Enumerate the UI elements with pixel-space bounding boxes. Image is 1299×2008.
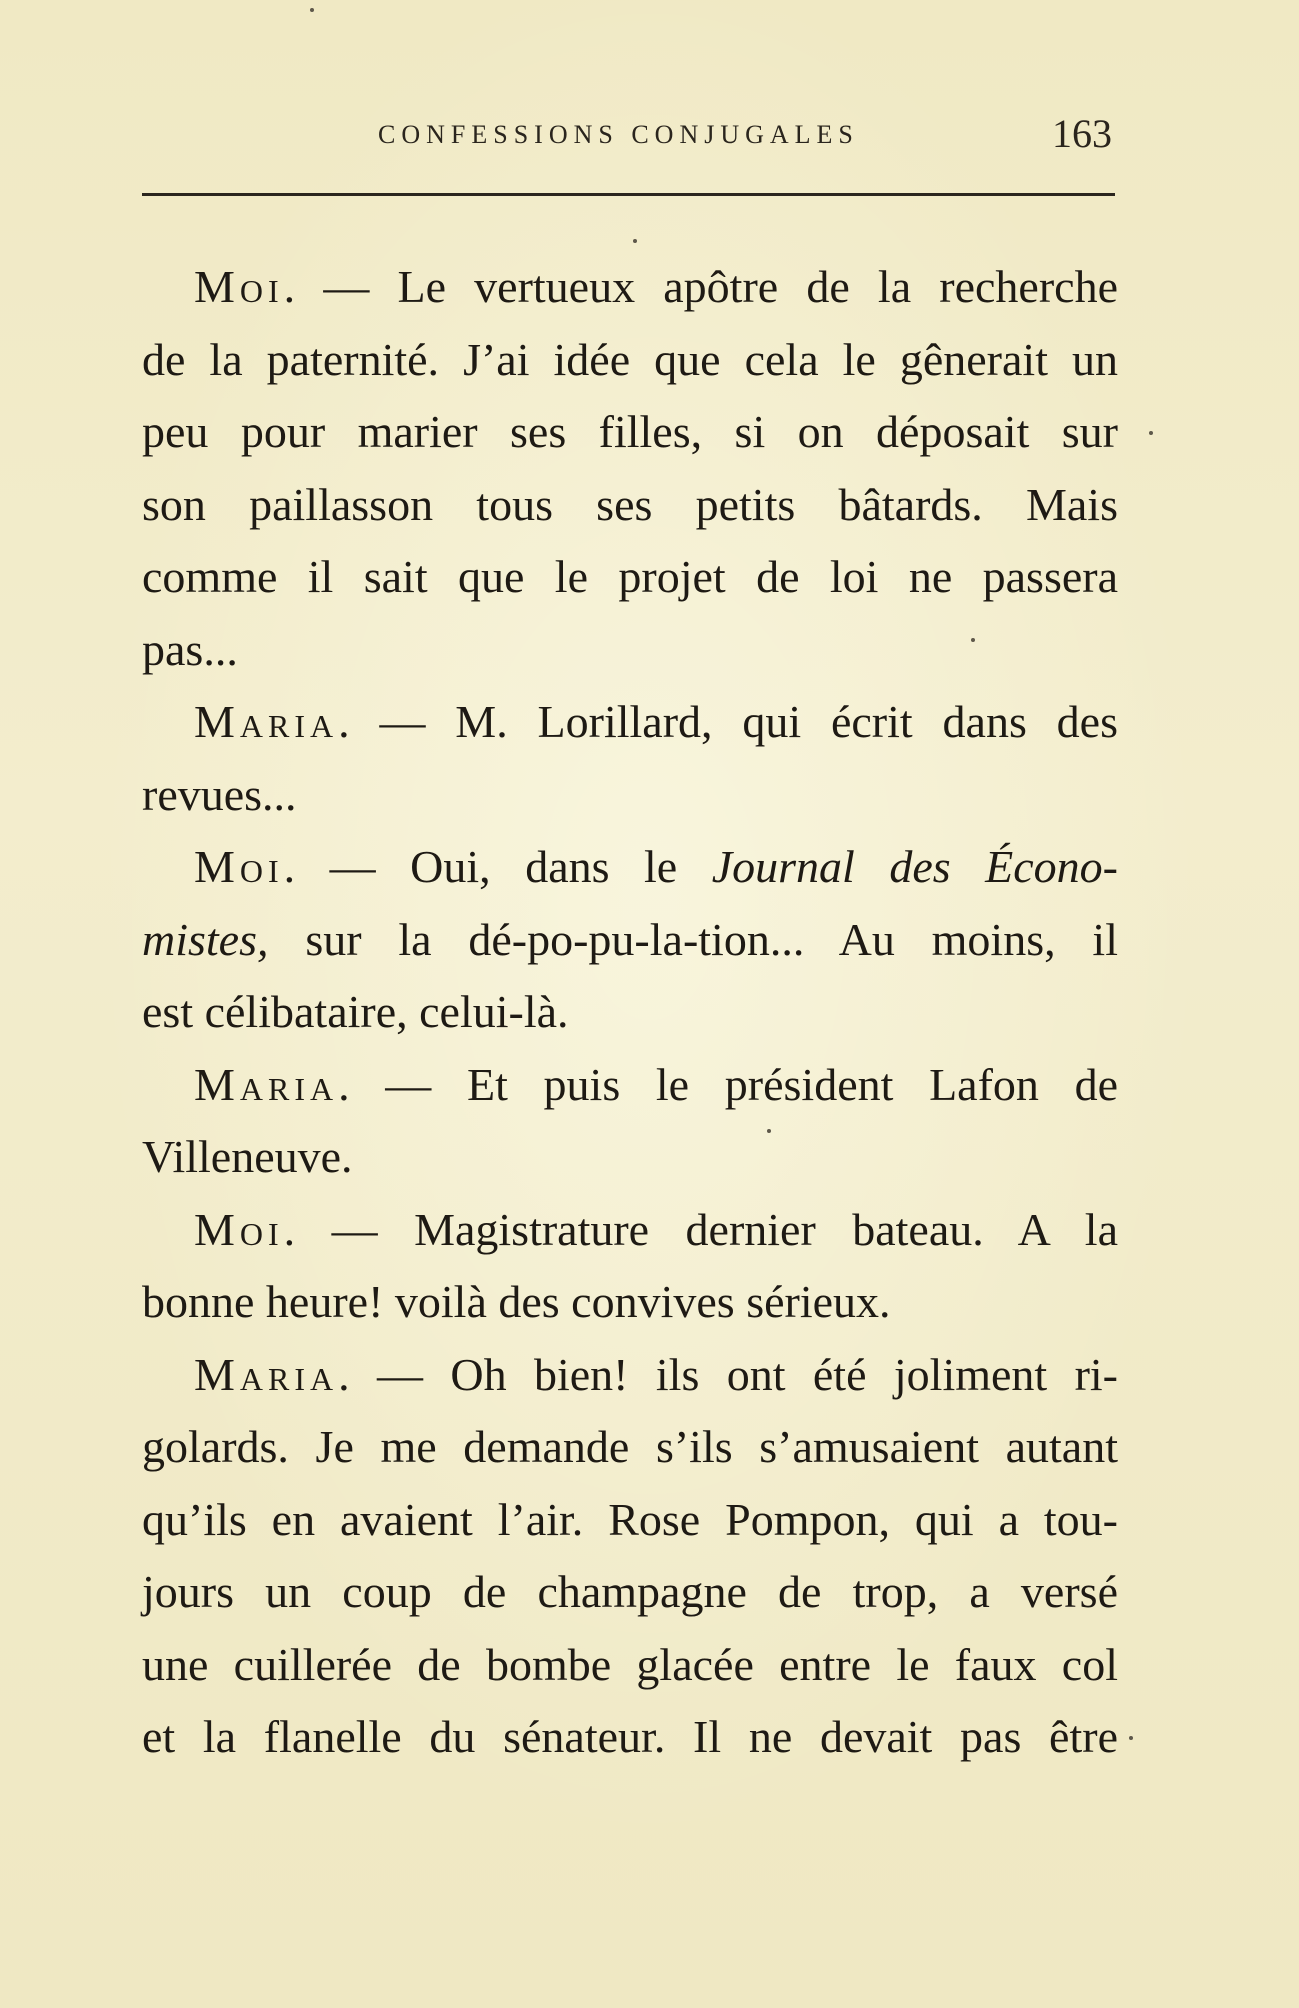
speaker-name: Maria: [194, 696, 339, 747]
text-line: Villeneuve.: [142, 1131, 353, 1182]
text-line: qu’ils en avaient l’air. Rose Pompon, qui a tou-: [142, 1493, 1118, 1545]
text-line: [142, 1339, 1118, 1412]
text-line: comme il sait que le projet de loi ne passera: [142, 551, 1118, 602]
paper-speck: [767, 1129, 771, 1133]
speaker-name: Moi: [194, 841, 284, 892]
text-line: jours un coup de champagne de trop, a versé: [142, 1566, 1118, 1617]
text-line: est célibataire, celui-là.: [142, 986, 569, 1037]
text-line: [142, 1049, 1118, 1122]
line-text: . — Oui, dans le: [283, 841, 712, 892]
text-line: revues...: [142, 768, 297, 820]
text-line: et la flanelle du sénateur. Il ne devait pas être: [142, 1711, 1118, 1762]
text-line: golards. Je me demande s’ils s’amusaient autant: [142, 1421, 1118, 1472]
speaker-name: Moi: [194, 1203, 284, 1255]
line-text: . — Oh bien! ils ont été joliment ri-: [338, 1348, 1118, 1400]
paper-speck: [310, 8, 314, 12]
text-line: [142, 904, 1118, 977]
paper-speck: [633, 239, 637, 243]
paper-speck: [1149, 431, 1153, 435]
text-line: bonne heure! voilà des convives sérieux.: [142, 1276, 891, 1327]
text-line: de la paternité. J’ai idée que cela le gênerait un: [142, 333, 1118, 385]
text-line: [142, 831, 1118, 904]
line-text: . — Le vertueux apôtre de la recherche: [283, 261, 1118, 312]
body-text: [142, 251, 1118, 1774]
text-line: [142, 686, 1118, 759]
running-head: CONFESSIONS CONJUGALES: [378, 120, 859, 149]
text-line: [142, 1194, 1118, 1267]
speaker-name: Maria: [194, 1058, 339, 1110]
line-text: . — Magistrature dernier bateau. A la: [283, 1203, 1118, 1255]
text-line: peu pour marier ses filles, si on déposait sur: [142, 406, 1118, 457]
text-line: son paillasson tous ses petits bâtards. Mais: [142, 478, 1118, 530]
paper-speck: [1129, 1736, 1133, 1740]
text-line: une cuillerée de bombe glacée entre le faux col: [142, 1638, 1118, 1690]
page-number: 163: [1052, 111, 1112, 156]
speaker-name: Moi: [194, 261, 284, 312]
text-line: pas...: [142, 623, 238, 675]
journal-title-end: mistes,: [142, 913, 269, 965]
header-rule: [142, 193, 1115, 196]
line-text: . — Et puis le président Lafon de: [338, 1058, 1118, 1110]
line-text: . — M. Lorillard, qui écrit dans des: [338, 696, 1118, 747]
paper-speck: [971, 638, 975, 642]
line-text: sur la dé-po-pu-la-tion... Au moins, il: [268, 913, 1118, 965]
speaker-name: Maria: [194, 1348, 339, 1400]
text-line: [142, 251, 1118, 324]
journal-title: Journal des Écono-: [711, 841, 1118, 892]
